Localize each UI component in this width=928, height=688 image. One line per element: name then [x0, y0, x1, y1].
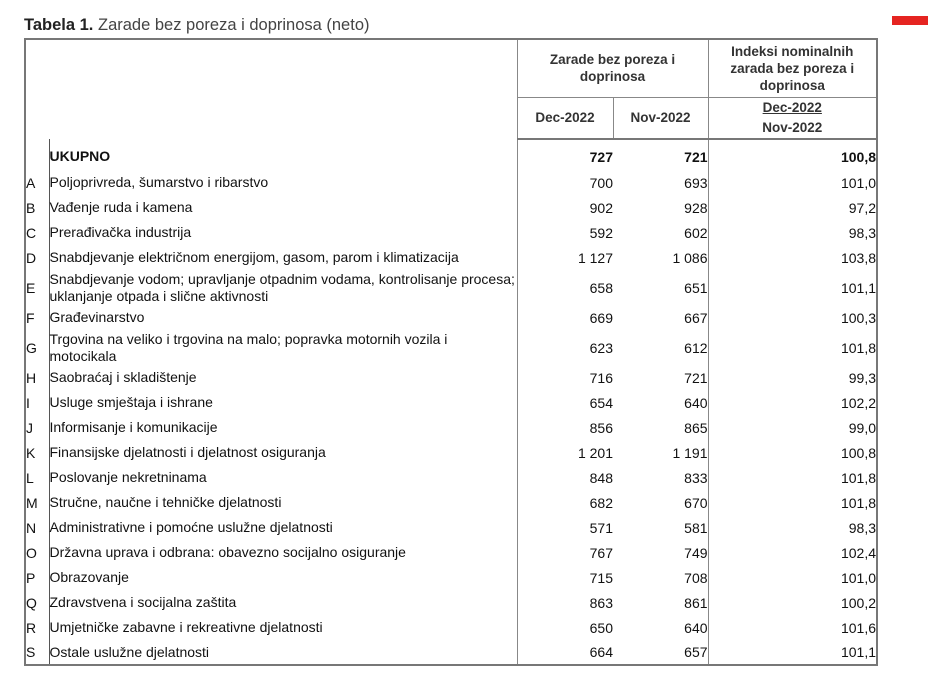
row-activity-name: Snabdjevanje vodom; upravljanje otpadnim vodama, kontrolisanje procesa; uklanjanje otpada i slične aktivnosti — [49, 270, 517, 305]
table-row — [25, 270, 877, 305]
table-row — [25, 170, 877, 195]
row-value-nov-2022: 1 086 — [672, 249, 708, 266]
row-value-dec-2022: 623 — [517, 330, 613, 365]
table-row — [25, 330, 877, 365]
row-value-dec-2022: 571 — [517, 515, 613, 540]
row-code: F — [26, 309, 35, 326]
row-value-nov-2022: 612 — [684, 339, 708, 356]
row-index: 101,8 — [708, 490, 877, 515]
row-index: 101,6 — [708, 615, 877, 640]
table-row — [25, 615, 877, 640]
row-activity-name: Državna uprava i odbrana: obavezno socijalno osiguranje — [49, 540, 517, 565]
table-title-label: Tabela 1. — [24, 16, 94, 34]
header-col-index — [708, 97, 877, 139]
row-value-dec-2022: 902 — [517, 195, 613, 220]
row-activity-name: Zdravstvena i socijalna zaštita — [49, 590, 517, 615]
row-value-nov-2022: 657 — [684, 644, 708, 660]
row-activity-name: Umjetničke zabavne i rekreativne djelatnosti — [49, 615, 517, 640]
row-value-nov-2022: 640 — [684, 619, 708, 636]
row-value-dec-2022: 848 — [517, 465, 613, 490]
row-value-nov-2022: 721 — [684, 369, 708, 386]
row-activity-name: Vađenje ruda i kamena — [49, 195, 517, 220]
row-index: 100,8 — [708, 440, 877, 465]
row-code: A — [26, 174, 36, 191]
table-row — [25, 305, 877, 330]
row-activity-name: Obrazovanje — [49, 565, 517, 590]
row-activity-name: Poljoprivreda, šumarstvo i ribarstvo — [49, 170, 517, 195]
row-value-nov-2022: 1 191 — [672, 444, 708, 461]
row-value-dec-2022: 654 — [517, 390, 613, 415]
row-value-nov-2022: 693 — [684, 174, 708, 191]
table-row — [25, 490, 877, 515]
row-value-nov-2022: 602 — [684, 224, 708, 241]
row-index: 99,3 — [708, 365, 877, 390]
table-row-total — [25, 139, 877, 170]
row-activity-name: Trgovina na veliko i trgovina na malo; popravka motornih vozila i motocikala — [49, 330, 517, 365]
table-row — [25, 415, 877, 440]
row-code: H — [26, 369, 37, 386]
table-row — [25, 220, 877, 245]
row-value-nov-2022: 581 — [684, 519, 708, 536]
row-activity-name: Usluge smještaja i ishrane — [49, 390, 517, 415]
header-wages-group: Zarade bez poreza i doprinosa — [517, 39, 708, 97]
row-code: B — [26, 199, 36, 216]
row-index: 102,4 — [708, 540, 877, 565]
row-value-nov-2022: 749 — [684, 544, 708, 561]
wages-table — [24, 38, 878, 666]
row-value-dec-2022: 863 — [517, 590, 613, 615]
row-index: 100,2 — [708, 590, 877, 615]
row-index: 101,0 — [708, 565, 877, 590]
row-index: 101,1 — [708, 640, 877, 665]
table-row — [25, 390, 877, 415]
accent-bar — [892, 16, 928, 25]
row-value-dec-2022: 658 — [517, 270, 613, 305]
row-activity-name: Informisanje i komunikacije — [49, 415, 517, 440]
row-index: 101,8 — [708, 465, 877, 490]
row-index: 103,8 — [708, 245, 877, 270]
row-value-dec-2022: 592 — [517, 220, 613, 245]
row-value-nov-2022: 861 — [684, 594, 708, 611]
header-index-group: Indeksi nominalnih zarada bez poreza i doprinosa — [708, 39, 877, 97]
row-value-dec-2022: 650 — [517, 615, 613, 640]
row-index: 101,1 — [708, 270, 877, 305]
row-value-dec-2022: 727 — [517, 139, 613, 170]
row-index: 102,2 — [708, 390, 877, 415]
row-activity-name: Stručne, naučne i tehničke djelatnosti — [49, 490, 517, 515]
row-code: I — [26, 394, 30, 411]
table-title-text: Zarade bez poreza i doprinosa (neto) — [98, 16, 370, 34]
row-activity-name: Snabdjevanje električnom energijom, gasom, parom i klimatizacija — [49, 245, 517, 270]
row-index: 98,3 — [708, 515, 877, 540]
row-value-dec-2022: 664 — [517, 640, 613, 665]
row-activity-name: Finansijske djelatnosti i djelatnost osiguranja — [49, 440, 517, 465]
row-value-nov-2022: 721 — [684, 148, 708, 165]
row-index: 98,3 — [708, 220, 877, 245]
row-activity-name: Ostale uslužne djelatnosti — [49, 640, 517, 665]
row-value-dec-2022: 715 — [517, 565, 613, 590]
row-code: K — [26, 444, 36, 461]
row-value-nov-2022: 640 — [684, 394, 708, 411]
row-code: E — [26, 279, 36, 296]
row-value-dec-2022: 1 201 — [517, 440, 613, 465]
table-row — [25, 515, 877, 540]
table-row — [25, 440, 877, 465]
row-activity-name: Administrativne i pomoćne uslužne djelatnosti — [49, 515, 517, 540]
row-code: J — [26, 419, 33, 436]
row-value-dec-2022: 682 — [517, 490, 613, 515]
row-code: C — [26, 224, 37, 241]
row-code: O — [26, 544, 37, 561]
table-row — [25, 365, 877, 390]
row-index: 100,8 — [708, 139, 877, 170]
row-code: L — [26, 469, 34, 486]
row-index: 97,2 — [708, 195, 877, 220]
row-value-nov-2022: 865 — [684, 419, 708, 436]
row-value-nov-2022: 667 — [684, 309, 708, 326]
table-row — [25, 590, 877, 615]
row-index: 100,3 — [708, 305, 877, 330]
row-value-dec-2022: 1 127 — [517, 245, 613, 270]
row-value-nov-2022: 708 — [684, 569, 708, 586]
row-activity-name: UKUPNO — [49, 139, 517, 170]
row-index: 101,8 — [708, 330, 877, 365]
table-row — [25, 245, 877, 270]
row-index: 99,0 — [708, 415, 877, 440]
row-value-dec-2022: 669 — [517, 305, 613, 330]
row-code: R — [26, 619, 37, 636]
row-code: Q — [26, 594, 37, 611]
table-row — [25, 465, 877, 490]
row-code: S — [26, 644, 36, 660]
row-value-dec-2022: 700 — [517, 170, 613, 195]
header-index-denominator: Nov-2022 — [762, 119, 823, 135]
row-value-nov-2022: 833 — [684, 469, 708, 486]
header-col-dec: Dec-2022 — [517, 97, 613, 139]
header-index-numerator: Dec-2022 — [762, 99, 822, 115]
row-code: G — [26, 339, 37, 356]
row-value-dec-2022: 767 — [517, 540, 613, 565]
row-code: D — [26, 249, 37, 266]
row-code: M — [26, 494, 38, 511]
row-index: 101,0 — [708, 170, 877, 195]
table-title — [24, 16, 370, 35]
row-code: P — [26, 569, 36, 586]
row-activity-name: Saobraćaj i skladištenje — [49, 365, 517, 390]
table-row — [25, 565, 877, 590]
table-body — [25, 139, 877, 665]
row-value-nov-2022: 651 — [684, 279, 708, 296]
row-activity-name: Prerađivačka industrija — [49, 220, 517, 245]
table-row — [25, 540, 877, 565]
row-activity-name: Poslovanje nekretninama — [49, 465, 517, 490]
row-code: N — [26, 519, 37, 536]
row-value-nov-2022: 670 — [684, 494, 708, 511]
header-blank — [25, 39, 517, 139]
row-value-dec-2022: 856 — [517, 415, 613, 440]
row-value-dec-2022: 716 — [517, 365, 613, 390]
row-code — [25, 139, 49, 170]
table-row — [25, 640, 877, 665]
row-activity-name: Građevinarstvo — [49, 305, 517, 330]
row-value-nov-2022: 928 — [684, 199, 708, 216]
header-col-nov: Nov-2022 — [613, 97, 708, 139]
table-row — [25, 195, 877, 220]
